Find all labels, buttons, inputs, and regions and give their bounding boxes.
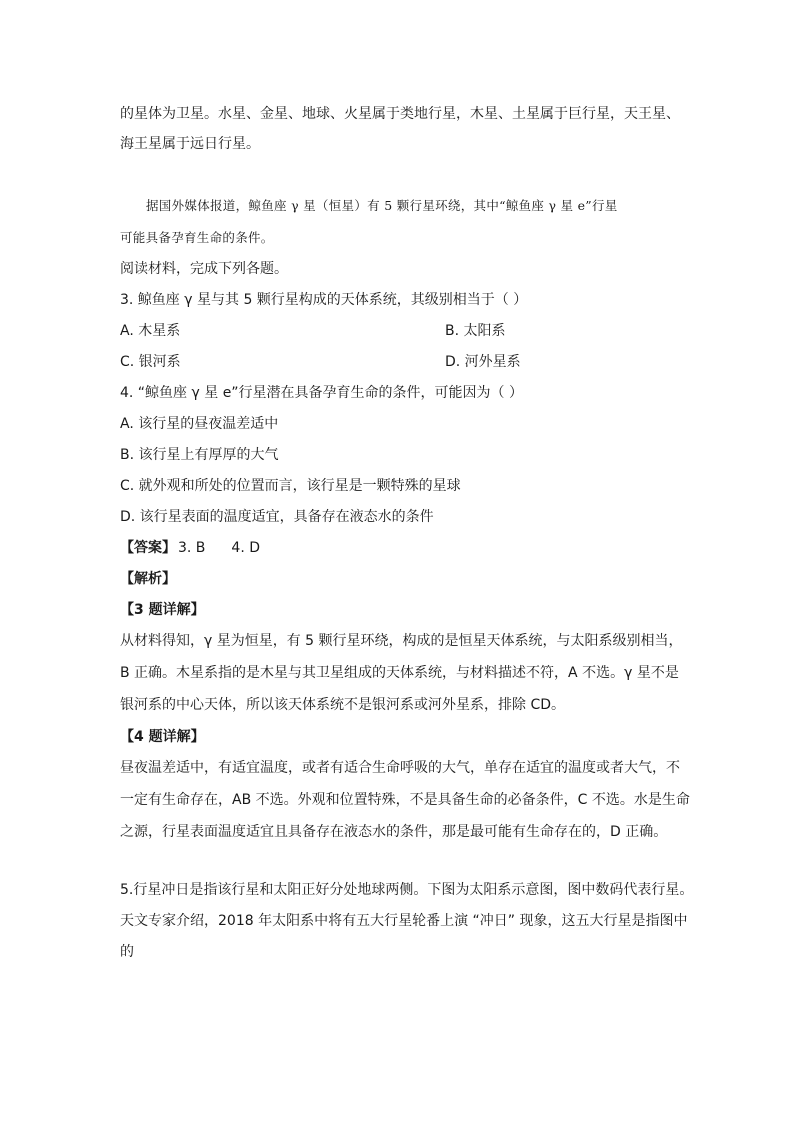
q4-option-b: B. 该行星上有厚厚的大气 xyxy=(120,447,279,463)
material-line-1: 据国外媒体报道，鲸鱼座 γ 星（恒星）有 5 颗行星环绕，其中“鲸鱼座 γ 星 e”行星 xyxy=(146,198,618,213)
q4-detail-line-3: 之源，行星表面温度适宜且具备存在液态水的条件，那是最可能有生命存在的，D 正确。 xyxy=(120,824,668,840)
q4-detail-line-1: 昼夜温差适中，有适宜温度，或者有适合生命呼吸的大气，单存在适宜的温度或者大气，不 xyxy=(120,760,680,776)
analysis-tag: 【解析】 xyxy=(120,571,176,587)
q3-detail-line-1: 从材料得知，γ 星为恒星，有 5 颗行星环绕，构成的是恒星天体系统，与太阳系级别相当， xyxy=(120,633,683,649)
q3-option-a: A. 木星系 xyxy=(120,323,181,339)
q5-line-1: 5.行星冲日是指该行星和太阳正好分处地球两侧。下图为太阳系示意图，图中数码代表行星。 xyxy=(120,882,694,898)
material-line-2: 可能具备孕育生命的条件。 xyxy=(120,230,274,245)
q3-option-b: B. 太阳系 xyxy=(445,323,506,339)
q3-detail-heading: 【3 题详解】 xyxy=(120,602,205,618)
answer-q3: 3. B xyxy=(178,540,206,556)
q4-option-d: D. 该行星表面的温度适宜，具备存在液态水的条件 xyxy=(120,509,434,525)
answer-tag: 【答案】 xyxy=(120,540,176,556)
q3-option-c: C. 银河系 xyxy=(120,354,181,370)
q5-line-2: 天文专家介绍，2018 年太阳系中将有五大行星轮番上演 “冲日” 现象，这五大行星是指图中 xyxy=(120,913,688,929)
q3-detail-line-2: B 正确。木星系指的是木星与其卫星组成的天体系统，与材料描述不符，A 不选。γ 星不是 xyxy=(120,665,679,681)
q4-stem: 4. “鲸鱼座 γ 星 e”行星潜在具备孕育生命的条件，可能因为（ ） xyxy=(120,385,524,401)
q3-option-d: D. 河外星系 xyxy=(445,354,521,370)
intro-line-2: 海王星属于远日行星。 xyxy=(120,136,260,152)
q3-detail-line-3: 银河系的中心天体，所以该天体系统不是银河系或河外星系，排除 CD。 xyxy=(120,697,566,713)
q4-detail-line-2: 一定有生命存在，AB 不选。外观和位置特殊，不是具备生命的必备条件，C 不选。水是生命 xyxy=(120,792,690,808)
q4-detail-heading: 【4 题详解】 xyxy=(120,729,205,745)
intro-line-1: 的星体为卫星。水星、金星、地球、火星属于类地行星，木星、土星属于巨行星，天王星、 xyxy=(120,106,680,122)
answer-q4: 4. D xyxy=(231,540,261,556)
q4-option-a: A. 该行星的昼夜温差适中 xyxy=(120,416,279,432)
instruction: 阅读材料，完成下列各题。 xyxy=(120,261,288,277)
q3-stem: 3. 鲸鱼座 γ 星与其 5 颗行星构成的天体系统，其级别相当于（ ） xyxy=(120,292,528,308)
q4-option-c: C. 就外观和所处的位置而言，该行星是一颗特殊的星球 xyxy=(120,478,461,494)
q5-line-3: 的 xyxy=(120,944,134,960)
answer-line xyxy=(120,538,680,558)
